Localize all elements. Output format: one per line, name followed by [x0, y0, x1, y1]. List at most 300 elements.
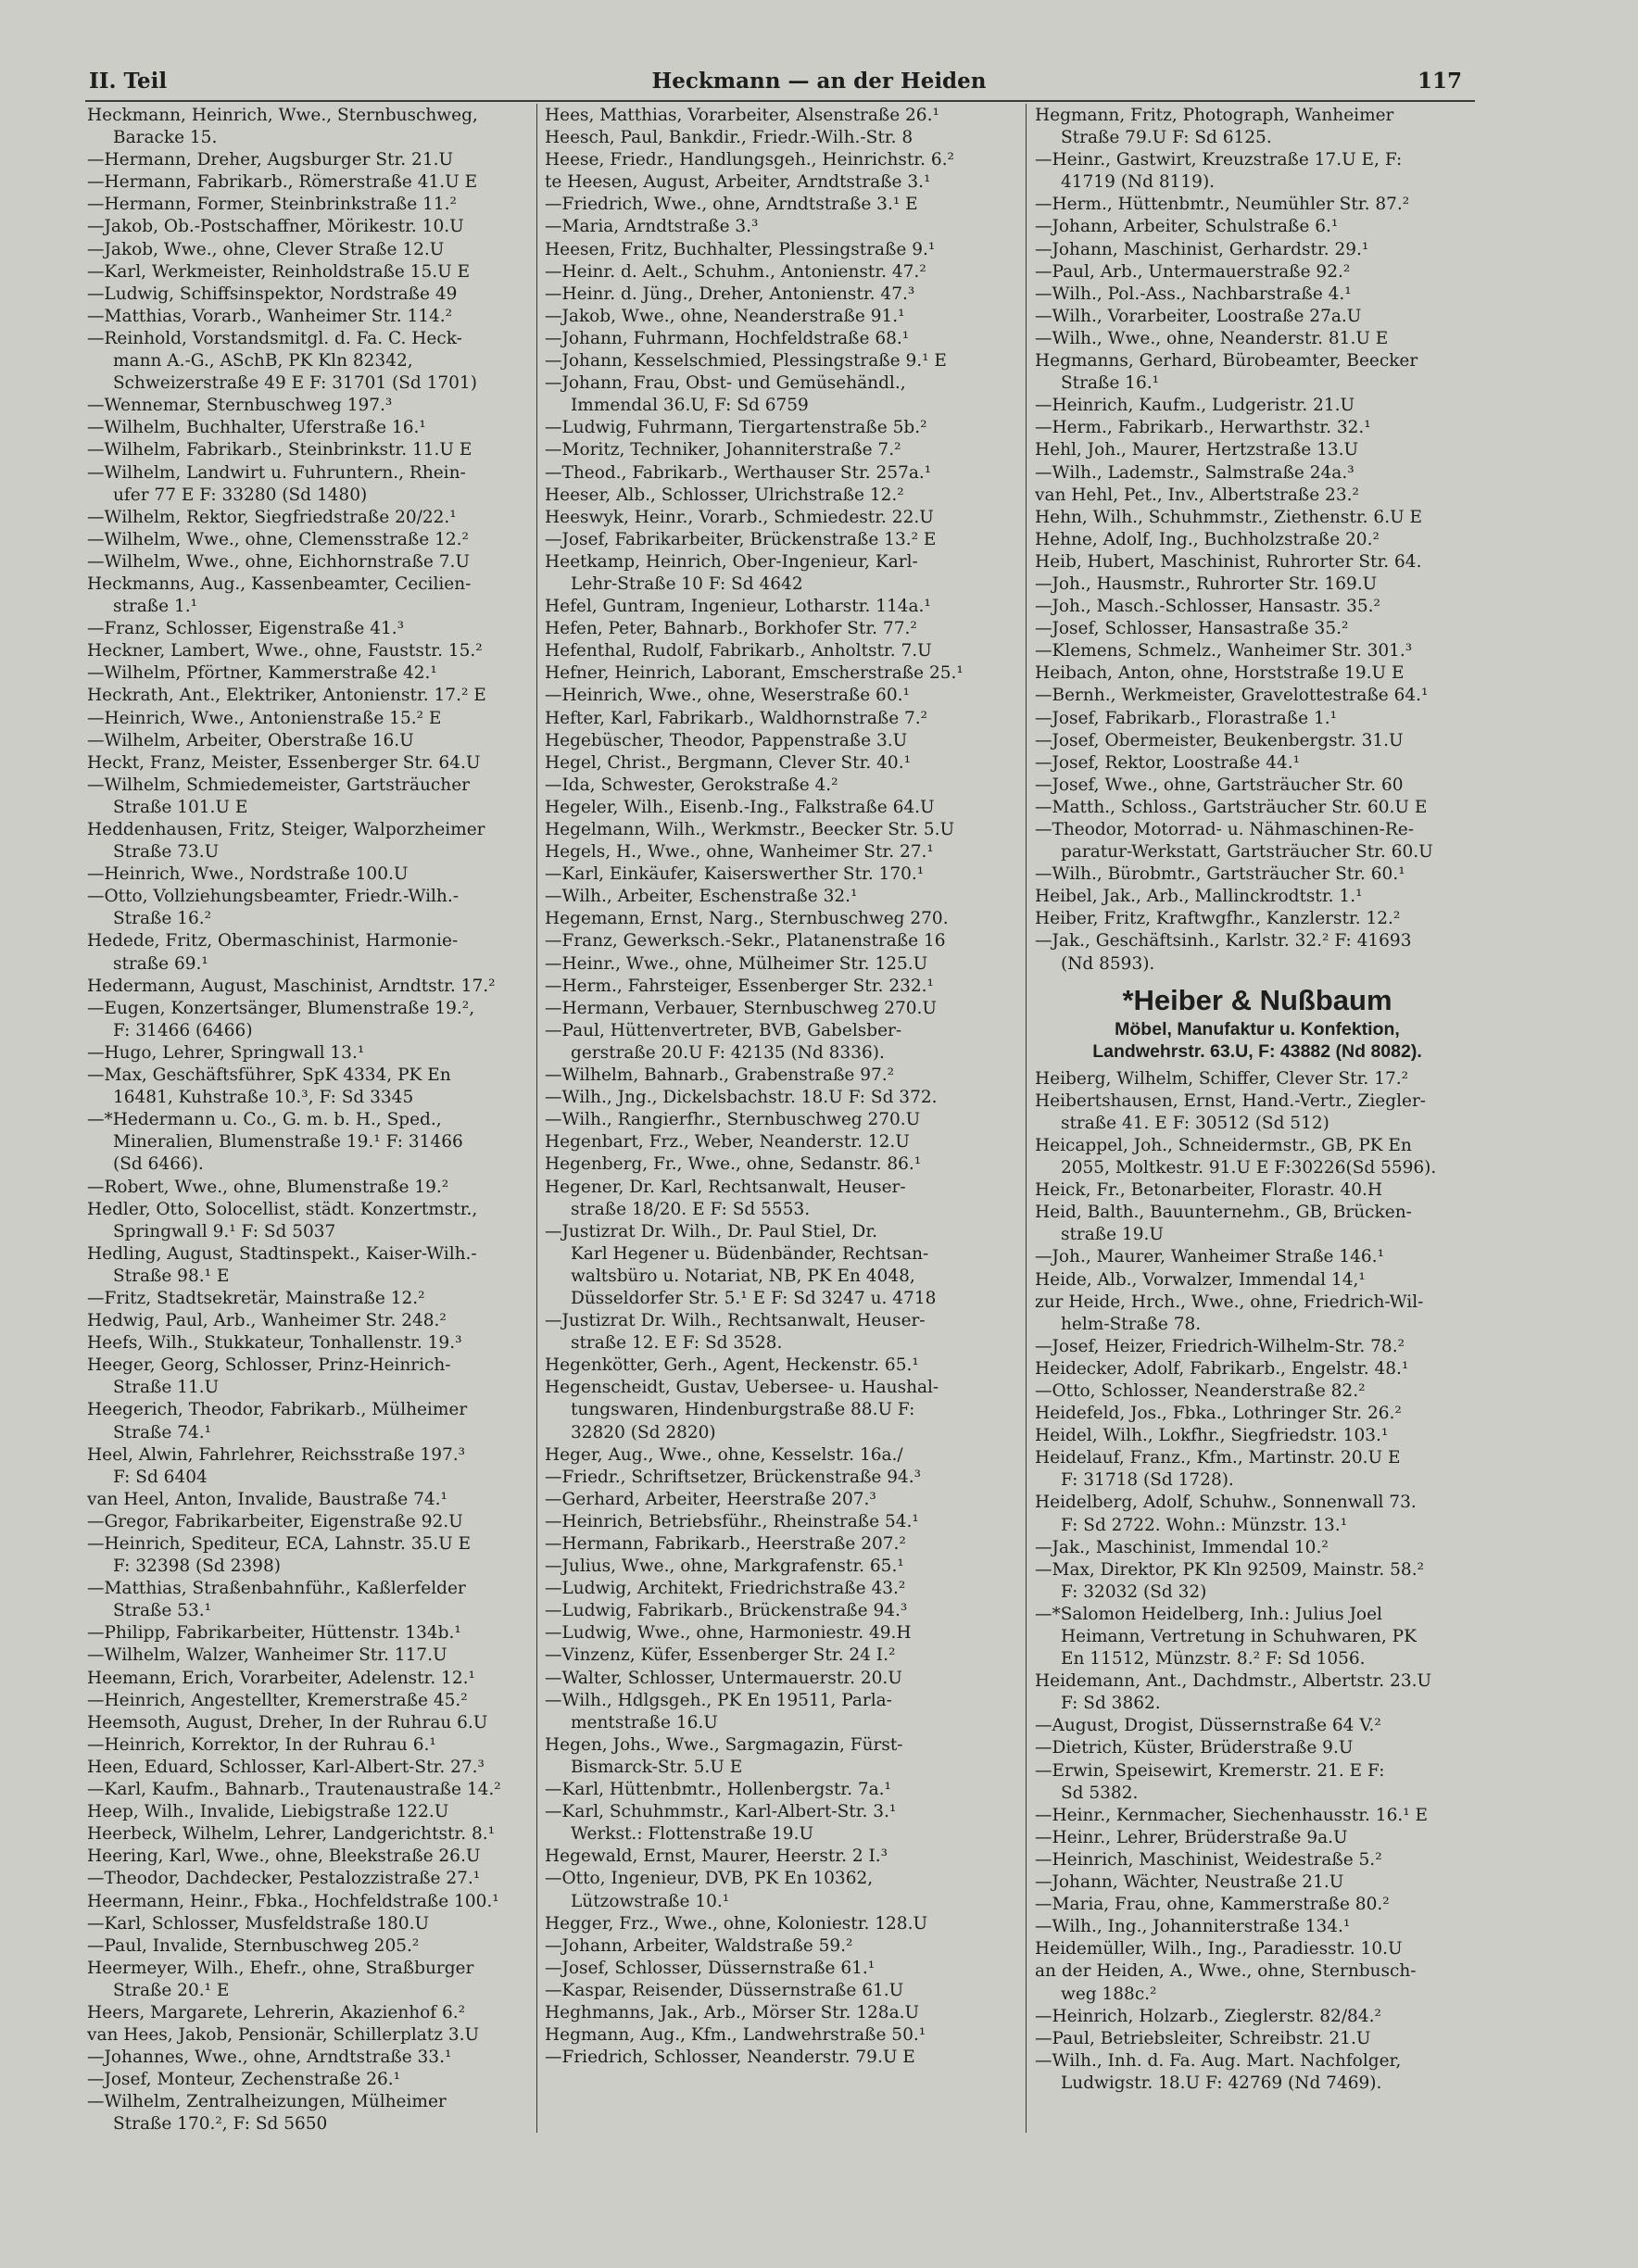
directory-entry: [545, 462, 1013, 485]
entry-line: Hefel, Guntram, Ingenieur, Lotharstr. 114a.¹: [545, 597, 931, 617]
entry-line: Heidelauf, Franz., Kfm., Martinstr. 20.U E: [1035, 1448, 1401, 1468]
entry-line: —Joh., Masch.-Schlosser, Hansastr. 35.²: [1035, 597, 1380, 617]
entry-line: Sd 5382.: [1061, 1783, 1139, 1803]
directory-entry: [1035, 730, 1480, 752]
entry-line: Schweizerstraße 49 E F: 31701 (Sd 1701): [113, 373, 477, 394]
directory-entry: [1035, 1894, 1480, 1916]
directory-entry: [545, 1377, 1013, 1443]
entry-line: Heid, Balth., Bauunternehm., GB, Brücken-: [1035, 1203, 1412, 1223]
running-head: Heckmann — an der Heiden: [651, 69, 987, 94]
entry-line: —Heinrich, Kaufm., Ludgeristr. 21.U: [1035, 396, 1355, 416]
directory-entry: [87, 708, 526, 730]
entry-line: Heers, Margarete, Lehrerin, Akazienhof 6.²: [87, 2002, 466, 2022]
directory-entry: [545, 1779, 1013, 1801]
entry-line: an der Heiden, A., Wwe., ohne, Sternbusch-: [1035, 1961, 1417, 1982]
directory-entry: [87, 886, 526, 930]
directory-entry: [1035, 1246, 1480, 1268]
entry-line: F: Sd 3862.: [1061, 1694, 1161, 1714]
directory-entry: [545, 350, 1013, 372]
directory-entry: [87, 239, 526, 261]
entry-line: —Heinr., Gastwirt, Kreuzstraße 17.U E, F:: [1035, 150, 1403, 170]
directory-entry: [1035, 216, 1480, 238]
directory-entry: [1035, 417, 1480, 439]
entry-line: —Klemens, Schmelz., Wanheimer Str. 301.³: [1035, 641, 1413, 662]
directory-entry: [545, 1131, 1013, 1153]
entry-line: Hedling, August, Stadtinspekt., Kaiser-Wilh.-: [87, 1243, 477, 1264]
entry-line: —*Salomon Heidelberg, Inh.: Julius Joel: [1035, 1604, 1382, 1624]
directory-entry: [1035, 395, 1480, 417]
entry-line: Heefs, Wilh., Stukkateur, Tonhallenstr. 19.³: [87, 1333, 462, 1354]
directory-entry: [87, 1891, 526, 1913]
directory-entry: [87, 105, 526, 149]
directory-entry: [1035, 775, 1480, 797]
entry-line: —Johann, Arbeiter, Schulstraße 6.¹: [1035, 217, 1339, 237]
entry-line: —Hugo, Lehrer, Springwall 13.¹: [87, 1042, 365, 1063]
directory-entry: [545, 1600, 1013, 1622]
entry-line: Heide, Alb., Vorwalzer, Immendal 14,¹: [1035, 1269, 1366, 1290]
entry-line: te Heesen, August, Arbeiter, Arndtstraße 3.¹: [545, 172, 931, 193]
entry-line: straße 18/20. E F: Sd 5553.: [571, 1199, 811, 1219]
entry-line: —Hermann, Dreher, Augsburger Str. 21.U: [87, 150, 454, 170]
entry-line: straße 41. E F: 30512 (Sd 512): [1061, 1113, 1329, 1133]
directory-entry: [545, 417, 1013, 439]
entry-line: Heermann, Heinr., Fbka., Hochfeldstraße 100.¹: [87, 1891, 499, 1911]
column-divider: [536, 104, 537, 2133]
entry-line: —Hermann, Fabrikarb., Heerstraße 207.²: [545, 1534, 906, 1554]
entry-line: —Wilh., Arbeiter, Eschenstraße 32.¹: [545, 887, 858, 907]
entry-line: —August, Drogist, Düssernstraße 64 V.²: [1035, 1716, 1381, 1736]
directory-entry: [1035, 1737, 1480, 1759]
directory-entry: [87, 194, 526, 216]
directory-entry: [545, 1690, 1013, 1734]
entry-line: —Heinr., Kernmacher, Siechenhausstr. 16.¹ E: [1035, 1805, 1429, 1825]
directory-entry: [87, 1042, 526, 1065]
entry-line: —Wilhelm, Pförtner, Kammerstraße 42.¹: [87, 663, 437, 684]
entry-line: —Wilhelm, Walzer, Wanheimer Str. 117.U: [87, 1645, 447, 1666]
entry-line: —Heinr. d. Jüng., Dreher, Antonienstr. 47.³: [545, 284, 915, 304]
entry-line: —Gerhard, Arbeiter, Heerstraße 207.³: [545, 1489, 876, 1509]
directory-entry: [1035, 1938, 1480, 1960]
directory-entry: [1035, 797, 1480, 819]
directory-entry: [87, 1958, 526, 2002]
entry-line: Straße 74.¹: [113, 1422, 212, 1443]
directory-entry: [1035, 1805, 1480, 1827]
entry-line: En 11512, Münzstr. 8.² F: Sd 1056.: [1061, 1649, 1366, 1670]
entry-line: Heidecker, Adolf, Fabrikarb., Engelstr. 48.¹: [1035, 1358, 1409, 1379]
entry-line: —Matthias, Straßenbahnführ., Kaßlerfelder: [87, 1579, 466, 1599]
directory-entry: [1035, 439, 1480, 461]
entry-line: —*Hedermann u. Co., G. m. b. H., Sped.,: [87, 1110, 442, 1130]
entry-line: ufer 77 E F: 33280 (Sd 1480): [113, 485, 368, 505]
entry-line: Bismarck-Str. 5.U E: [571, 1757, 743, 1777]
entry-line: —Josef, Fabrikarb., Florastraße 1.¹: [1035, 708, 1338, 728]
entry-line: Heesch, Paul, Bankdir., Friedr.-Wilh.-Str. 8: [545, 128, 914, 148]
entry-line: van Heel, Anton, Invalide, Baustraße 74.¹: [87, 1489, 447, 1509]
directory-entry: [545, 261, 1013, 284]
directory-entry: [1035, 1403, 1480, 1425]
entry-line: Straße 20.¹ E: [113, 1980, 230, 2000]
directory-entry: [545, 551, 1013, 596]
directory-entry: [87, 507, 526, 529]
entry-line: Mineralien, Blumenstraße 19.¹ F: 31466: [113, 1132, 463, 1153]
entry-line: —Ida, Schwester, Gerokstraße 4.²: [545, 775, 838, 795]
entry-line: —Heinr. d. Aelt., Schuhm., Antonienstr. 47.²: [545, 261, 926, 282]
entry-line: —Ludwig, Architekt, Friedrichstraße 43.²: [545, 1579, 906, 1599]
entry-line: —Herm., Fabrikarb., Herwarthstr. 32.¹: [1035, 418, 1371, 438]
directory-entry: [87, 1177, 526, 1199]
entry-line: Hegmann, Aug., Kfm., Landwehrstraße 50.¹: [545, 2025, 926, 2046]
directory-entry: [1035, 1380, 1480, 1403]
directory-entry: [545, 1913, 1013, 1935]
column-3-lower: [1035, 1068, 1480, 2095]
entry-line: Heckrath, Ant., Elektriker, Antonienstr. 17.² E: [87, 686, 486, 706]
entry-line: —Wilh., Vorarbeiter, Loostraße 27a.U: [1035, 306, 1362, 326]
entry-line: —Johann, Maschinist, Gerhardstr. 29.¹: [1035, 239, 1369, 259]
directory-entry: [87, 1444, 526, 1489]
directory-entry: [1035, 328, 1480, 350]
entry-line: —Wilh., Rangierfhr., Sternbuschweg 270.U: [545, 1110, 921, 1130]
entry-line: Heibel, Jak., Arb., Mallinckrodtstr. 1.¹: [1035, 887, 1363, 907]
entry-line: —Heinrich, Korrektor, In der Ruhrau 6.¹: [87, 1734, 436, 1755]
entry-line: Hegel, Christ., Bergmann, Clever Str. 40.¹: [545, 752, 912, 773]
entry-line: Hegenkötter, Gerh., Agent, Heckenstr. 65.¹: [545, 1355, 919, 1376]
directory-entry: [1035, 1715, 1480, 1737]
entry-line: Heibach, Anton, ohne, Horststraße 19.U E: [1035, 663, 1405, 684]
directory-entry: [87, 2024, 526, 2047]
entry-line: Heemann, Erich, Vorarbeiter, Adelenstr. 12.¹: [87, 1668, 475, 1688]
directory-entry: [1035, 685, 1480, 707]
entry-line: —Jakob, Wwe., ohne, Clever Straße 12.U: [87, 239, 445, 259]
entry-line: —Otto, Ingenieur, DVB, PK En 10362,: [545, 1869, 874, 1889]
entry-line: (Nd 8593).: [1061, 953, 1155, 974]
entry-line: —Theod., Fabrikarb., Werthauser Str. 257a.¹: [545, 462, 932, 483]
directory-entry: [545, 2024, 1013, 2047]
directory-entry: [1035, 863, 1480, 886]
directory-entry: [1035, 149, 1480, 194]
directory-entry: [87, 1109, 526, 1176]
directory-entry: [87, 149, 526, 171]
entry-line: —Theodor, Dachdecker, Pestalozzistraße 27.¹: [87, 1869, 481, 1889]
entry-line: —Max, Geschäftsführer, SpK 4334, PK En: [87, 1065, 451, 1086]
entry-line: Hegeler, Wilh., Eisenb.-Ing., Falkstraße 64.U: [545, 797, 935, 817]
entry-line: Heckner, Lambert, Wwe., ohne, Fauststr. 15.²: [87, 641, 483, 662]
entry-line: Hedede, Fritz, Obermaschinist, Harmonie-: [87, 931, 459, 951]
directory-entry: [545, 1153, 1013, 1176]
entry-line: —Heinrich, Wwe., Antonienstraße 15.² E: [87, 708, 442, 728]
entry-line: —Heinrich, Wwe., ohne, Weserstraße 60.¹: [545, 686, 910, 706]
entry-line: —Johann, Arbeiter, Waldstraße 59.²: [545, 1935, 853, 1956]
entry-line: —Johann, Kesselschmied, Plessingstraße 9.¹ E: [545, 351, 947, 372]
directory-entry: [87, 2047, 526, 2069]
entry-line: (Sd 6466).: [113, 1154, 204, 1175]
entry-line: —Wilhelm, Zentralheizungen, Mülheimer: [87, 2092, 447, 2112]
directory-entry: [545, 930, 1013, 952]
directory-entry: [1035, 507, 1480, 529]
entry-line: Werkst.: Flottenstraße 19.U: [571, 1824, 814, 1845]
directory-entry: [545, 998, 1013, 1020]
directory-entry: [545, 1868, 1013, 1912]
entry-line: —Ludwig, Schiffsinspektor, Nordstraße 49: [87, 284, 458, 304]
entry-line: —Hermann, Verbauer, Sternbuschweg 270.U: [545, 998, 937, 1018]
directory-entry: [87, 284, 526, 306]
entry-line: Baracke 15.: [113, 128, 218, 148]
directory-entry: [1035, 1068, 1480, 1090]
directory-entry: [1035, 1336, 1480, 1358]
entry-line: —Joh., Maurer, Wanheimer Straße 146.¹: [1035, 1247, 1384, 1267]
entry-line: —Josef, Heizer, Friedrich-Wilhelm-Str. 78.²: [1035, 1336, 1405, 1356]
directory-entry: [87, 730, 526, 752]
entry-line: —Karl, Kaufm., Bahnarb., Trautenaustraße 14.²: [87, 1780, 501, 1800]
directory-entry: [545, 841, 1013, 863]
entry-line: F: 31466 (6466): [113, 1020, 253, 1040]
directory-entry: [545, 1533, 1013, 1556]
directory-entry: [1035, 573, 1480, 596]
column-3-upper: [1035, 105, 1480, 976]
entry-line: —Josef, Wwe., ohne, Gartsträucher Str. 60: [1035, 775, 1404, 795]
entry-line: —Friedr., Schriftsetzer, Brückenstraße 94.³: [545, 1467, 922, 1487]
entry-line: —Friedrich, Schlosser, Neanderstr. 79.U E: [545, 2048, 915, 2068]
entry-line: Straße 11.U: [113, 1378, 220, 1398]
entry-line: Heering, Karl, Wwe., ohne, Bleekstraße 26.U: [87, 1846, 481, 1867]
entry-line: Lützowstraße 10.¹: [571, 1891, 730, 1911]
entry-line: Hegen, Johs., Wwe., Sargmagazin, Fürst-: [545, 1734, 903, 1755]
entry-line: Hegelmann, Wilh., Werkmstr., Beecker Str. 5.U: [545, 820, 955, 839]
directory-entry: [545, 1980, 1013, 2002]
entry-line: —Wilh., Wwe., ohne, Neanderstr. 81.U E: [1035, 328, 1389, 348]
entry-line: —Johann, Fuhrmann, Hochfeldstraße 68.¹: [545, 328, 910, 348]
directory-entry: [545, 105, 1013, 127]
entry-line: —Paul, Betriebsleiter, Schreibstr. 21.U: [1035, 2028, 1371, 2048]
entry-line: —Wennemar, Sternbuschweg 197.³: [87, 396, 393, 416]
ad-title: *Heiber & Nußbaum: [1122, 983, 1392, 1016]
entry-line: Heidelberg, Adolf, Schuhw., Sonnenwall 73.: [1035, 1493, 1417, 1513]
directory-entry: [545, 1801, 1013, 1846]
entry-line: Heep, Wilh., Invalide, Liebigstraße 122.U: [87, 1802, 449, 1822]
entry-line: —Justizrat Dr. Wilh., Dr. Paul Stiel, Dr.: [545, 1221, 878, 1241]
directory-entry: [87, 685, 526, 707]
directory-entry: [545, 1846, 1013, 1868]
entry-line: Hehl, Joh., Maurer, Hertzstraße 13.U: [1035, 440, 1359, 460]
directory-entry: [545, 239, 1013, 261]
entry-line: —Ludwig, Wwe., ohne, Harmoniestr. 49.H: [545, 1623, 912, 1644]
entry-line: Düsseldorfer Str. 5.¹ E F: Sd 3247 u. 4718: [571, 1288, 937, 1308]
entry-line: —Eugen, Konzertsänger, Blumenstraße 19.²,: [87, 998, 475, 1018]
directory-entry: [87, 1288, 526, 1310]
entry-line: —Otto, Schlosser, Neanderstraße 82.²: [1035, 1380, 1366, 1401]
directory-entry: [1035, 1179, 1480, 1202]
entry-line: Heibertshausen, Ernst, Hand.-Vertr., Ziegler-: [1035, 1090, 1427, 1111]
directory-entry: [545, 752, 1013, 775]
directory-entry: [87, 1779, 526, 1801]
directory-entry: [87, 1310, 526, 1332]
entry-line: Straße 53.¹: [113, 1601, 212, 1621]
entry-line: —Wilh., Ing., Johanniterstraße 134.¹: [1035, 1917, 1351, 1937]
directory-entry: [87, 306, 526, 328]
directory-entry: [87, 216, 526, 238]
directory-entry: [87, 573, 526, 618]
entry-line: —Moritz, Techniker, Johanniterstraße 7.²: [545, 440, 901, 460]
entry-line: Heermeyer, Wilh., Ehefr., ohne, Straßburger: [87, 1958, 474, 1978]
directory-entry: [545, 775, 1013, 797]
entry-line: —Heinrich, Angestellter, Kremerstraße 45.²: [87, 1690, 468, 1710]
directory-entry: [1035, 1960, 1480, 2005]
directory-entry: [87, 998, 526, 1042]
directory-entry: [1035, 1292, 1480, 1336]
directory-entry: [87, 752, 526, 775]
entry-line: —Gregor, Fabrikarbeiter, Eigenstraße 92.U: [87, 1511, 463, 1531]
entry-line: Heegerich, Theodor, Fabrikarb., Mülheimer: [87, 1400, 468, 1420]
directory-entry: [545, 127, 1013, 149]
directory-entry: [545, 284, 1013, 306]
entry-line: —Heinrich, Betriebsführ., Rheinstraße 54.¹: [545, 1511, 919, 1531]
directory-entry: [87, 662, 526, 685]
directory-entry: [87, 1578, 526, 1622]
directory-entry: [87, 1868, 526, 1890]
entry-line: Heick, Fr., Betonarbeiter, Florastr. 40.H: [1035, 1180, 1383, 1201]
entry-line: Hefter, Karl, Fabrikarb., Waldhornstraße 7.²: [545, 708, 928, 728]
entry-line: Heddenhausen, Fritz, Steiger, Walporzheimer: [87, 820, 485, 839]
directory-entry: [1035, 485, 1480, 507]
directory-entry: [87, 1734, 526, 1757]
entry-line: Lehr-Straße 10 F: Sd 4642: [571, 573, 803, 594]
entry-line: —Philipp, Fabrikarbeiter, Hüttenstr. 134b.¹: [87, 1623, 461, 1644]
directory-entry: [87, 1913, 526, 1935]
directory-entry: [545, 1489, 1013, 1511]
directory-entry: [1035, 930, 1480, 975]
entry-line: Heerbeck, Wilhelm, Lehrer, Landgerichtstr. 8.¹: [87, 1824, 496, 1845]
directory-entry: [545, 216, 1013, 238]
entry-line: —Karl, Einkäufer, Kaiserswerther Str. 170.¹: [545, 864, 925, 885]
entry-line: —Heinrich, Maschinist, Weidestraße 5.²: [1035, 1849, 1382, 1870]
directory-entry: [545, 306, 1013, 328]
entry-line: 32820 (Sd 2820): [571, 1422, 716, 1443]
directory-entry: [1035, 194, 1480, 216]
directory-entry: [87, 1511, 526, 1533]
entry-line: —Wilhelm, Buchhalter, Uferstraße 16.¹: [87, 418, 426, 438]
entry-line: gerstraße 20.U F: 42135 (Nd 8336).: [571, 1042, 885, 1063]
entry-line: —Karl, Werkmeister, Reinholdstraße 15.U E: [87, 261, 471, 282]
entry-line: Heib, Hubert, Maschinist, Ruhrorter Str. 64.: [1035, 551, 1422, 572]
entry-line: Hegger, Frz., Wwe., ohne, Koloniestr. 128.U: [545, 1913, 928, 1934]
entry-line: Hedwig, Paul, Arb., Wanheimer Str. 248.²: [87, 1311, 447, 1331]
entry-line: Straße 101.U E: [113, 797, 248, 817]
directory-entry: [87, 529, 526, 551]
directory-entry: [545, 372, 1013, 417]
entry-line: —Erwin, Speisewirt, Kremerstr. 21. E F:: [1035, 1760, 1385, 1781]
entry-line: —Paul, Invalide, Sternbuschweg 205.²: [87, 1935, 420, 1956]
entry-line: —Johann, Wächter, Neustraße 21.U: [1035, 1872, 1344, 1893]
entry-line: straße 19.U: [1061, 1225, 1164, 1245]
directory-entry: [545, 596, 1013, 618]
directory-entry: [87, 819, 526, 863]
directory-entry: [87, 2069, 526, 2091]
directory-entry: [87, 1489, 526, 1511]
entry-line: straße 1.¹: [113, 597, 198, 617]
directory-entry: [545, 1734, 1013, 1779]
entry-line: Hegenscheidt, Gustav, Uebersee- u. Haushal-: [545, 1378, 939, 1398]
directory-entry: [87, 930, 526, 975]
entry-line: F: 31718 (Sd 1728).: [1061, 1470, 1234, 1491]
directory-entry: [1035, 886, 1480, 908]
entry-line: F: Sd 2722. Wohn.: Münzstr. 13.¹: [1061, 1515, 1348, 1535]
entry-line: Heckt, Franz, Meister, Essenberger Str. 64.U: [87, 752, 481, 773]
entry-line: 41719 (Nd 8119).: [1061, 172, 1216, 193]
entry-line: —Wilhelm, Arbeiter, Oberstraße 16.U: [87, 730, 414, 750]
directory-entry: [545, 529, 1013, 551]
entry-line: —Theodor, Motorrad- u. Nähmaschinen-Re-: [1035, 820, 1414, 839]
entry-line: F: Sd 6404: [113, 1467, 208, 1487]
advertisement-heiber-nussbaum: [1035, 983, 1480, 1063]
entry-line: Heel, Alwin, Fahrlehrer, Reichsstraße 197.³: [87, 1444, 466, 1465]
entry-line: —Joh., Hausmstr., Ruhrorter Str. 169.U: [1035, 573, 1378, 594]
entry-line: Hegmanns, Gerhard, Bürobeamter, Beecker: [1035, 351, 1418, 372]
entry-line: —Wilh., Jng., Dickelsbachstr. 18.U F: Sd 372.: [545, 1088, 938, 1108]
entry-line: Hegebüscher, Theodor, Pappenstraße 3.U: [545, 730, 908, 750]
directory-entry: [1035, 752, 1480, 775]
entry-line: —Walter, Schlosser, Untermauerstr. 20.U: [545, 1668, 902, 1688]
entry-line: Heeger, Georg, Schlosser, Prinz-Heinrich-: [87, 1355, 451, 1376]
entry-line: Heidemüller, Wilh., Ing., Paradiesstr. 10.U: [1035, 1939, 1403, 1959]
directory-column-3: [1035, 105, 1480, 2095]
directory-entry: [545, 1177, 1013, 1221]
entry-line: straße 69.¹: [113, 953, 208, 974]
directory-entry: [87, 1199, 526, 1243]
directory-entry: [545, 1467, 1013, 1489]
directory-entry: [1035, 1559, 1480, 1604]
entry-line: F: 32398 (Sd 2398): [113, 1556, 281, 1577]
entry-line: Heiber, Fritz, Kraftwgfhr., Kanzlerstr. 12.²: [1035, 909, 1401, 929]
directory-entry: [87, 1846, 526, 1868]
directory-entry: [1035, 1916, 1480, 1938]
entry-line: —Jakob, Ob.-Postschaffner, Mörikestr. 10.U: [87, 217, 464, 237]
entry-line: van Hees, Jakob, Pensionär, Schillerplatz 3.U: [87, 2025, 480, 2046]
directory-entry: [1035, 708, 1480, 730]
directory-entry: [545, 194, 1013, 216]
entry-line: —Kaspar, Reisender, Düssernstraße 61.U: [545, 1980, 904, 2000]
entry-line: —Wilhelm, Landwirt u. Fuhruntern., Rhein-: [87, 462, 466, 483]
entry-line: —Josef, Schlosser, Düssernstraße 61.¹: [545, 1958, 876, 1978]
directory-entry: [545, 618, 1013, 640]
entry-line: —Reinhold, Vorstandsmitgl. d. Fa. C. Heck-: [87, 328, 462, 348]
directory-entry: [1035, 1670, 1480, 1715]
entry-line: —Heinrich, Wwe., Nordstraße 100.U: [87, 864, 409, 885]
directory-entry: [1035, 239, 1480, 261]
directory-entry: [87, 1533, 526, 1578]
directory-entry: [545, 149, 1013, 171]
entry-line: —Maria, Arndtstraße 3.³: [545, 217, 759, 237]
directory-entry: [545, 1668, 1013, 1690]
directory-entry: [1035, 2050, 1480, 2095]
entry-line: —Josef, Monteur, Zechenstraße 26.¹: [87, 2070, 401, 2090]
directory-entry: [545, 1958, 1013, 1980]
entry-line: Heesen, Fritz, Buchhalter, Plessingstraße 9.¹: [545, 239, 936, 259]
directory-entry: [87, 261, 526, 284]
directory-entry: [87, 462, 526, 507]
directory-entry: [545, 1310, 1013, 1354]
directory-entry: [545, 886, 1013, 908]
directory-entry: [545, 1221, 1013, 1310]
entry-line: —Dietrich, Küster, Brüderstraße 9.U: [1035, 1738, 1354, 1758]
entry-line: —Ludwig, Fabrikarb., Brückenstraße 94.³: [545, 1601, 908, 1621]
directory-entry: [87, 395, 526, 417]
entry-line: —Heinr., Lehrer, Brüderstraße 9a.U: [1035, 1827, 1348, 1847]
directory-entry: [1035, 551, 1480, 573]
directory-entry: [1035, 2006, 1480, 2028]
directory-entry: [87, 618, 526, 640]
entry-line: —Karl, Schuhmmstr., Karl-Albert-Str. 3.¹: [545, 1802, 897, 1822]
entry-line: —Wilhelm, Fabrikarb., Steinbrinkstr. 11.U E: [87, 440, 472, 460]
directory-entry: [87, 1690, 526, 1712]
